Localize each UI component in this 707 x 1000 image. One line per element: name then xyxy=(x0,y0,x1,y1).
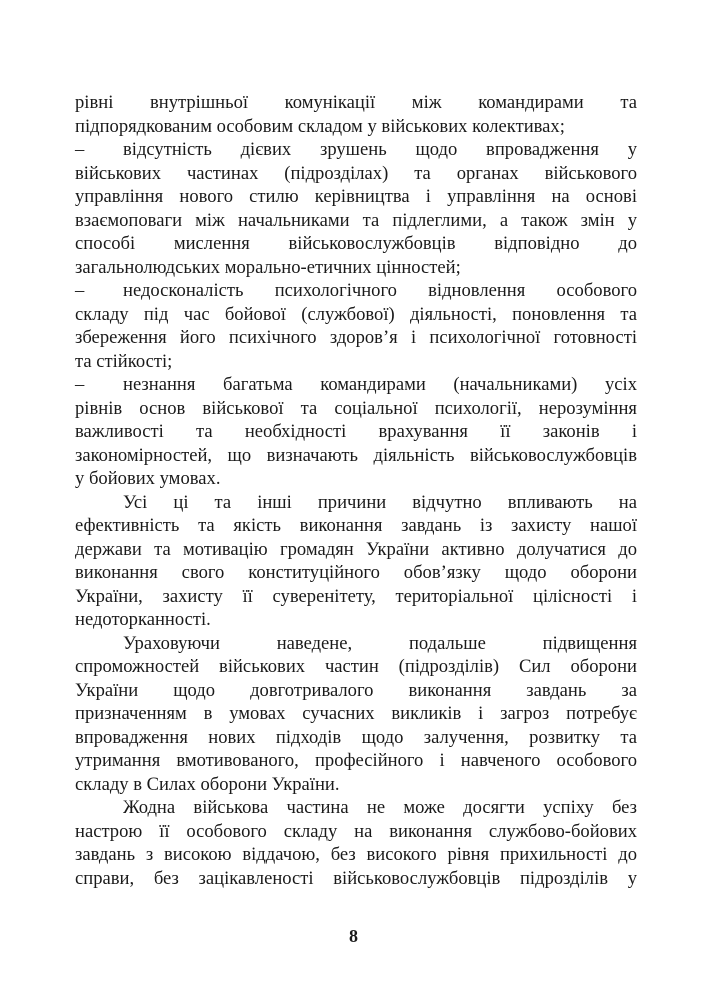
text-line: виконання свого конституційного обов’язку щодо оборони xyxy=(75,562,637,583)
text-line: рівні внутрішньої комунікації між командирами та xyxy=(75,92,637,113)
list-item xyxy=(75,138,637,162)
text-line: складу під час бойової (службової) діяльності, поновлення та xyxy=(75,303,637,325)
text-line: збереження його психічного здоров’я і психологічної готовності xyxy=(75,327,637,348)
paragraph-start: Жодна військова частина не може досягти успіху без xyxy=(123,797,637,818)
paragraph-start: Усі ці та інші причини відчутно впливають на xyxy=(123,491,637,513)
text-line: недосконалість психологічного відновлення особового xyxy=(123,280,637,301)
text-line: важливості та необхідності врахування її законів і xyxy=(75,421,637,442)
text-line: утримання вмотивованого, професійного і навченого особового xyxy=(75,750,637,771)
list-item xyxy=(75,373,637,397)
text-line: спроможностей військових частин (підрозділів) Сил оборони xyxy=(75,656,637,677)
text-line: закономірностей, що визначають діяльність військовослужбовців xyxy=(75,444,637,466)
text-line: України щодо довготривалого виконання завдань за xyxy=(75,679,637,701)
text-line: військових частинах (підрозділах) та органах військового xyxy=(75,162,637,184)
page-number: 8 xyxy=(349,926,358,946)
text-line: у бойових умовах. xyxy=(75,468,221,489)
text-line: загальнолюдських морально-етичних цінностей; xyxy=(75,256,461,278)
dash-bullet: – xyxy=(75,139,85,160)
text-line: настрою її особового складу на виконання службово-бойових xyxy=(75,820,637,842)
text-line: взаємоповаги між начальниками та підлеглими, а також змін у xyxy=(75,209,637,231)
text-line: складу в Силах оборони України. xyxy=(75,773,340,795)
text-line: недоторканності. xyxy=(75,609,211,630)
text-line: завдань з високою віддачою, без високого рівня прихильності до xyxy=(75,844,637,865)
dash-bullet: – xyxy=(75,280,85,301)
document-body xyxy=(75,91,637,890)
dash-bullet: – xyxy=(75,374,85,395)
text-line: справи, без зацікавленості військовослужбовців підрозділів у xyxy=(75,867,637,889)
text-line: підпорядкованим особовим складом у військових колективах; xyxy=(75,115,565,137)
text-line: відсутність дієвих зрушень щодо впровадження у xyxy=(123,139,637,160)
text-line: управління нового стилю керівництва і управління на основі xyxy=(75,186,637,207)
text-line: держави та мотивацію громадян України активно долучатися до xyxy=(75,538,637,560)
text-line: незнання багатьма командирами (начальниками) усіх xyxy=(123,374,637,395)
text-line: впровадження нових підходів щодо залучення, розвитку та xyxy=(75,726,637,748)
paragraph-start: Ураховуючи наведене, подальше підвищення xyxy=(123,632,637,654)
text-line: ефективність та якість виконання завдань із захисту нашої xyxy=(75,515,637,536)
text-line: України, захисту її суверенітету, територіальної цілісності і xyxy=(75,585,637,607)
text-line: та стійкості; xyxy=(75,350,173,372)
text-line: призначенням в умовах сучасних викликів і загроз потребує xyxy=(75,703,637,724)
text-line: рівнів основ військової та соціальної психології, нерозуміння xyxy=(75,397,637,419)
text-line: способі мислення військовослужбовців відповідно до xyxy=(75,233,637,254)
list-item xyxy=(75,279,637,303)
